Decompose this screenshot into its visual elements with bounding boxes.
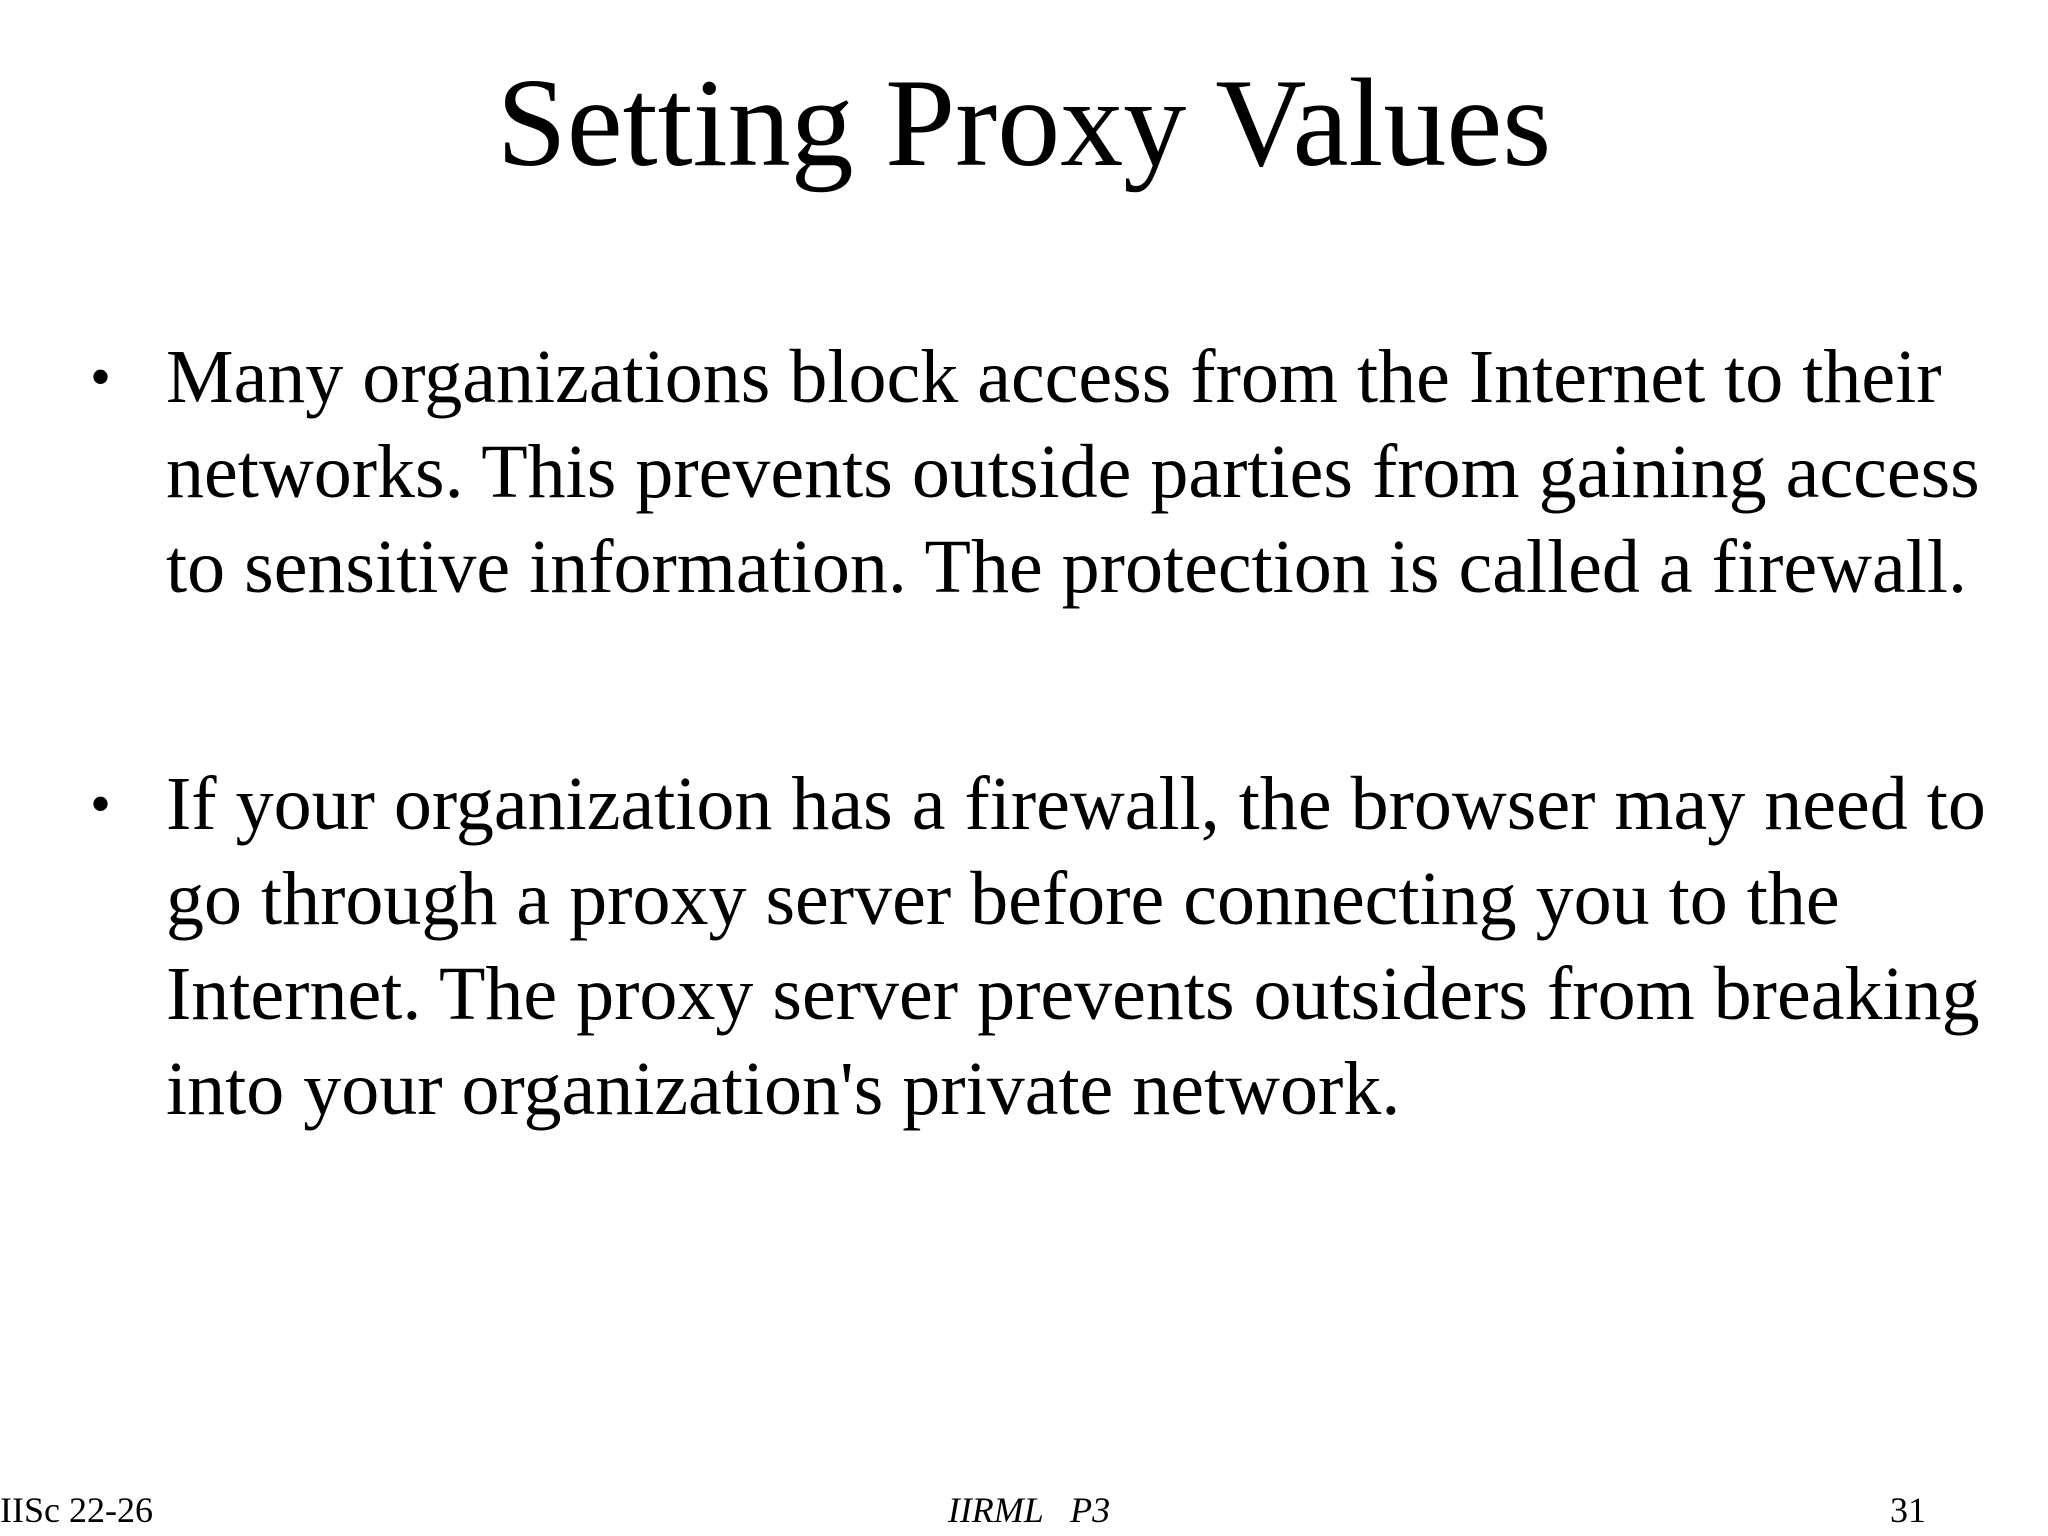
bullet-text: If your organization has a firewall, the browser may need to go through a proxy server before connecting you to the Internet. The proxy server prevents outsiders from breaking into your organization's private network. — [166, 762, 1986, 1131]
footer-left: IISc 22-26 — [0, 1490, 153, 1530]
bullet-text: Many organizations block access from the Internet to their networks. This prevents outside parties from gaining access to sensitive information. The protection is called a firewall. — [166, 335, 1980, 609]
bullet-icon: • — [90, 771, 112, 837]
bullet-icon: • — [90, 344, 112, 410]
page-number: 31 — [1890, 1490, 1926, 1530]
bullet-list — [84, 330, 2014, 1137]
bullet-item — [84, 757, 2014, 1137]
slide-title: Setting Proxy Values — [496, 54, 1552, 193]
footer-center: IIRML P3 — [947, 1490, 1111, 1530]
bullet-item — [84, 330, 2014, 615]
